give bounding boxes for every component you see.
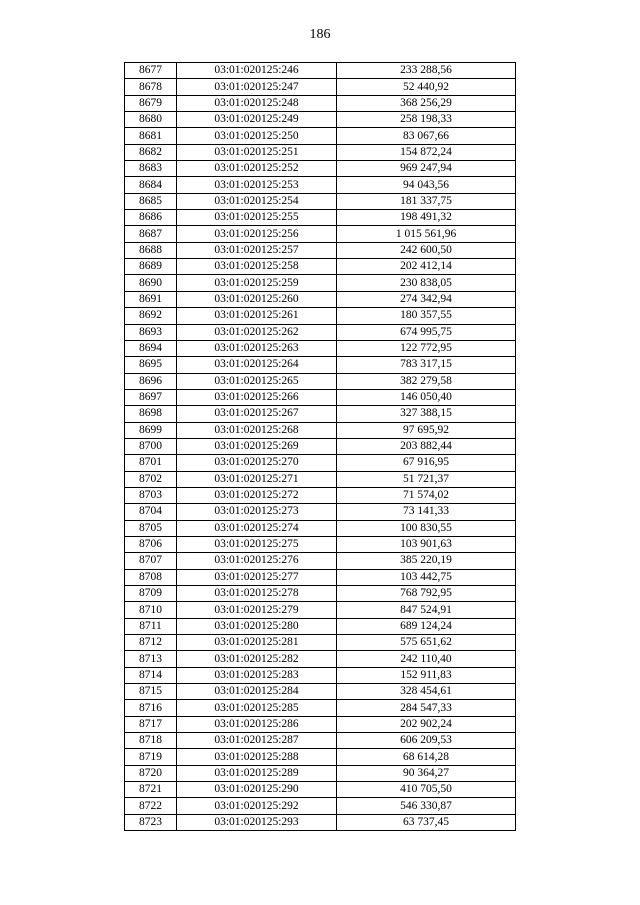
table-row	[125, 242, 516, 258]
cadastral-number-cell: 03:01:020125:263	[177, 340, 337, 356]
row-number-cell: 8681	[125, 128, 177, 144]
cadastral-number-cell: 03:01:020125:293	[177, 814, 337, 830]
cadastral-value-cell: 674 995,75	[337, 324, 516, 340]
row-number-cell: 8708	[125, 569, 177, 585]
cadastral-value-cell: 327 388,15	[337, 406, 516, 422]
row-number-cell: 8696	[125, 373, 177, 389]
table-row	[125, 161, 516, 177]
table-row	[125, 586, 516, 602]
table-row	[125, 210, 516, 226]
row-number-cell: 8679	[125, 95, 177, 111]
cadastral-number-cell: 03:01:020125:257	[177, 242, 337, 258]
cadastral-number-cell: 03:01:020125:262	[177, 324, 337, 340]
cadastral-value-cell: 198 491,32	[337, 210, 516, 226]
cadastral-number-cell: 03:01:020125:283	[177, 667, 337, 683]
cadastral-number-cell: 03:01:020125:274	[177, 520, 337, 536]
cadastral-value-cell: 94 043,56	[337, 177, 516, 193]
cadastral-value-cell: 122 772,95	[337, 340, 516, 356]
cadastral-value-cell: 847 524,91	[337, 602, 516, 618]
cadastral-number-cell: 03:01:020125:251	[177, 144, 337, 160]
cadastral-number-cell: 03:01:020125:255	[177, 210, 337, 226]
cadastral-number-cell: 03:01:020125:278	[177, 586, 337, 602]
row-number-cell: 8677	[125, 63, 177, 79]
table-row	[125, 226, 516, 242]
table-row	[125, 112, 516, 128]
table-row	[125, 259, 516, 275]
cadastral-value-cell: 382 279,58	[337, 373, 516, 389]
table-row	[125, 602, 516, 618]
row-number-cell: 8716	[125, 700, 177, 716]
cadastral-value-cell: 67 916,95	[337, 455, 516, 471]
table-row	[125, 814, 516, 830]
row-number-cell: 8683	[125, 161, 177, 177]
row-number-cell: 8685	[125, 193, 177, 209]
cadastral-number-cell: 03:01:020125:267	[177, 406, 337, 422]
cadastral-value-cell: 181 337,75	[337, 193, 516, 209]
row-number-cell: 8709	[125, 586, 177, 602]
cadastral-value-cell: 242 600,50	[337, 242, 516, 258]
table-row	[125, 308, 516, 324]
row-number-cell: 8695	[125, 357, 177, 373]
cadastral-value-cell: 546 330,87	[337, 798, 516, 814]
cadastral-value-cell: 606 209,53	[337, 733, 516, 749]
cadastral-value-cell: 97 695,92	[337, 422, 516, 438]
cadastral-number-cell: 03:01:020125:270	[177, 455, 337, 471]
row-number-cell: 8692	[125, 308, 177, 324]
cadastral-number-cell: 03:01:020125:282	[177, 651, 337, 667]
cadastral-number-cell: 03:01:020125:290	[177, 782, 337, 798]
table-body	[125, 63, 516, 831]
table-row	[125, 144, 516, 160]
row-number-cell: 8711	[125, 618, 177, 634]
cadastral-value-cell: 689 124,24	[337, 618, 516, 634]
row-number-cell: 8688	[125, 242, 177, 258]
row-number-cell: 8698	[125, 406, 177, 422]
table-row	[125, 536, 516, 552]
row-number-cell: 8690	[125, 275, 177, 291]
table-row	[125, 373, 516, 389]
table-row	[125, 684, 516, 700]
row-number-cell: 8715	[125, 684, 177, 700]
table-row	[125, 389, 516, 405]
table-row	[125, 193, 516, 209]
cadastral-value-cell: 368 256,29	[337, 95, 516, 111]
cadastral-number-cell: 03:01:020125:277	[177, 569, 337, 585]
cadastral-number-cell: 03:01:020125:268	[177, 422, 337, 438]
cadastral-value-cell: 233 288,56	[337, 63, 516, 79]
cadastral-value-cell: 258 198,33	[337, 112, 516, 128]
table-row	[125, 340, 516, 356]
cadastral-value-cell: 202 902,24	[337, 716, 516, 732]
row-number-cell: 8684	[125, 177, 177, 193]
row-number-cell: 8691	[125, 291, 177, 307]
cadastral-number-cell: 03:01:020125:286	[177, 716, 337, 732]
row-number-cell: 8721	[125, 782, 177, 798]
row-number-cell: 8703	[125, 487, 177, 503]
row-number-cell: 8705	[125, 520, 177, 536]
cadastral-value-cell: 90 364,27	[337, 765, 516, 781]
cadastral-number-cell: 03:01:020125:284	[177, 684, 337, 700]
table-row	[125, 487, 516, 503]
row-number-cell: 8682	[125, 144, 177, 160]
table-row	[125, 733, 516, 749]
table-row	[125, 765, 516, 781]
cadastral-number-cell: 03:01:020125:253	[177, 177, 337, 193]
cadastral-number-cell: 03:01:020125:249	[177, 112, 337, 128]
table-row	[125, 569, 516, 585]
cadastral-number-cell: 03:01:020125:275	[177, 536, 337, 552]
cadastral-value-cell: 103 901,63	[337, 536, 516, 552]
table-row	[125, 782, 516, 798]
row-number-cell: 8678	[125, 79, 177, 95]
cadastral-value-cell: 73 141,33	[337, 504, 516, 520]
table-row	[125, 63, 516, 79]
cadastral-number-cell: 03:01:020125:258	[177, 259, 337, 275]
cadastral-number-cell: 03:01:020125:287	[177, 733, 337, 749]
cadastral-number-cell: 03:01:020125:261	[177, 308, 337, 324]
table-row	[125, 79, 516, 95]
cadastral-value-cell: 202 412,14	[337, 259, 516, 275]
row-number-cell: 8701	[125, 455, 177, 471]
cadastral-number-cell: 03:01:020125:276	[177, 553, 337, 569]
row-number-cell: 8704	[125, 504, 177, 520]
table-row	[125, 749, 516, 765]
row-number-cell: 8694	[125, 340, 177, 356]
cadastral-value-cell: 83 067,66	[337, 128, 516, 144]
table-row	[125, 553, 516, 569]
cadastral-value-cell: 180 357,55	[337, 308, 516, 324]
table-row	[125, 128, 516, 144]
cadastral-number-cell: 03:01:020125:279	[177, 602, 337, 618]
row-number-cell: 8686	[125, 210, 177, 226]
table-row	[125, 455, 516, 471]
table-row	[125, 438, 516, 454]
cadastral-value-cell: 1 015 561,96	[337, 226, 516, 242]
row-number-cell: 8702	[125, 471, 177, 487]
cadastral-number-cell: 03:01:020125:265	[177, 373, 337, 389]
row-number-cell: 8717	[125, 716, 177, 732]
table-row	[125, 798, 516, 814]
cadastral-value-cell: 385 220,19	[337, 553, 516, 569]
cadastral-number-cell: 03:01:020125:271	[177, 471, 337, 487]
row-number-cell: 8700	[125, 438, 177, 454]
row-number-cell: 8697	[125, 389, 177, 405]
cadastral-value-cell: 63 737,45	[337, 814, 516, 830]
cadastral-value-cell: 230 838,05	[337, 275, 516, 291]
row-number-cell: 8687	[125, 226, 177, 242]
table-row	[125, 177, 516, 193]
cadastral-number-cell: 03:01:020125:280	[177, 618, 337, 634]
row-number-cell: 8707	[125, 553, 177, 569]
table-row	[125, 471, 516, 487]
table-row	[125, 291, 516, 307]
cadastral-value-cell: 768 792,95	[337, 586, 516, 602]
cadastral-value-cell: 152 911,83	[337, 667, 516, 683]
cadastral-value-cell: 154 872,24	[337, 144, 516, 160]
cadastral-value-table	[124, 62, 516, 831]
cadastral-number-cell: 03:01:020125:281	[177, 635, 337, 651]
row-number-cell: 8689	[125, 259, 177, 275]
row-number-cell: 8720	[125, 765, 177, 781]
row-number-cell: 8714	[125, 667, 177, 683]
cadastral-value-cell: 146 050,40	[337, 389, 516, 405]
table-row	[125, 95, 516, 111]
table-row	[125, 716, 516, 732]
cadastral-value-cell: 410 705,50	[337, 782, 516, 798]
row-number-cell: 8693	[125, 324, 177, 340]
cadastral-value-cell: 274 342,94	[337, 291, 516, 307]
row-number-cell: 8718	[125, 733, 177, 749]
table-row	[125, 667, 516, 683]
cadastral-number-cell: 03:01:020125:289	[177, 765, 337, 781]
cadastral-number-cell: 03:01:020125:248	[177, 95, 337, 111]
cadastral-number-cell: 03:01:020125:260	[177, 291, 337, 307]
cadastral-value-cell: 328 454,61	[337, 684, 516, 700]
row-number-cell: 8713	[125, 651, 177, 667]
table-row	[125, 618, 516, 634]
table-row	[125, 504, 516, 520]
cadastral-number-cell: 03:01:020125:272	[177, 487, 337, 503]
row-number-cell: 8699	[125, 422, 177, 438]
cadastral-value-cell: 575 651,62	[337, 635, 516, 651]
cadastral-number-cell: 03:01:020125:256	[177, 226, 337, 242]
row-number-cell: 8706	[125, 536, 177, 552]
cadastral-number-cell: 03:01:020125:246	[177, 63, 337, 79]
cadastral-value-cell: 68 614,28	[337, 749, 516, 765]
table-row	[125, 520, 516, 536]
cadastral-number-cell: 03:01:020125:259	[177, 275, 337, 291]
cadastral-number-cell: 03:01:020125:292	[177, 798, 337, 814]
cadastral-number-cell: 03:01:020125:285	[177, 700, 337, 716]
table-row	[125, 651, 516, 667]
cadastral-number-cell: 03:01:020125:264	[177, 357, 337, 373]
table-row	[125, 700, 516, 716]
cadastral-number-cell: 03:01:020125:247	[177, 79, 337, 95]
cadastral-value-cell: 969 247,94	[337, 161, 516, 177]
cadastral-value-cell: 284 547,33	[337, 700, 516, 716]
row-number-cell: 8722	[125, 798, 177, 814]
cadastral-number-cell: 03:01:020125:252	[177, 161, 337, 177]
cadastral-number-cell: 03:01:020125:288	[177, 749, 337, 765]
row-number-cell: 8723	[125, 814, 177, 830]
table-row	[125, 635, 516, 651]
cadastral-value-cell: 242 110,40	[337, 651, 516, 667]
page-number: 186	[309, 27, 331, 42]
cadastral-number-cell: 03:01:020125:273	[177, 504, 337, 520]
cadastral-value-cell: 783 317,15	[337, 357, 516, 373]
cadastral-value-cell: 52 440,92	[337, 79, 516, 95]
cadastral-number-cell: 03:01:020125:269	[177, 438, 337, 454]
cadastral-number-cell: 03:01:020125:250	[177, 128, 337, 144]
table-row	[125, 324, 516, 340]
cadastral-value-cell: 103 442,75	[337, 569, 516, 585]
cadastral-value-cell: 71 574,02	[337, 487, 516, 503]
cadastral-value-cell: 100 830,55	[337, 520, 516, 536]
row-number-cell: 8712	[125, 635, 177, 651]
row-number-cell: 8719	[125, 749, 177, 765]
table-row	[125, 406, 516, 422]
table-row	[125, 275, 516, 291]
table-row	[125, 357, 516, 373]
row-number-cell: 8710	[125, 602, 177, 618]
table-row	[125, 422, 516, 438]
cadastral-number-cell: 03:01:020125:266	[177, 389, 337, 405]
cadastral-number-cell: 03:01:020125:254	[177, 193, 337, 209]
cadastral-value-cell: 51 721,37	[337, 471, 516, 487]
row-number-cell: 8680	[125, 112, 177, 128]
cadastral-value-cell: 203 882,44	[337, 438, 516, 454]
